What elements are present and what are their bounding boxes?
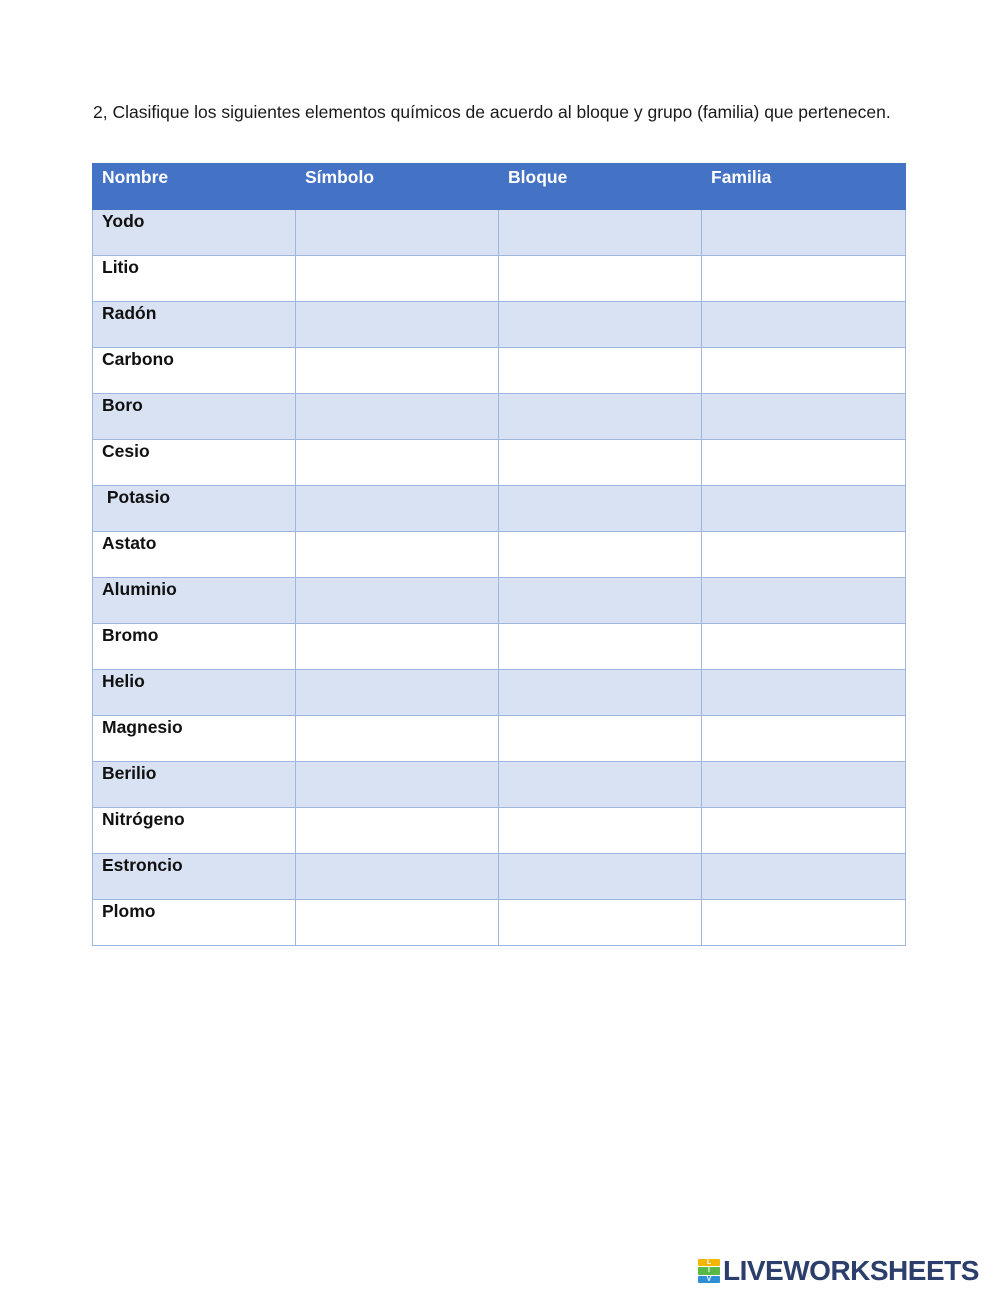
table-row	[93, 256, 906, 302]
header-familia: Familia	[702, 164, 906, 210]
element-name: Estroncio	[102, 855, 183, 875]
table-row	[93, 670, 906, 716]
instructions-text: 2, Clasifique los siguientes elementos químicos de acuerdo al bloque y grupo (familia) que pertenecen.	[93, 102, 891, 122]
table-row	[93, 486, 906, 532]
element-name-cell	[93, 624, 296, 670]
simbolo-answer-cell[interactable]	[296, 532, 499, 578]
brand-logo-icon	[698, 1259, 720, 1283]
bloque-answer-cell[interactable]	[499, 440, 702, 486]
table-header-row	[93, 164, 906, 210]
element-name-cell	[93, 670, 296, 716]
element-name: Plomo	[102, 901, 156, 921]
table-row	[93, 624, 906, 670]
familia-answer-cell[interactable]	[702, 624, 906, 670]
simbolo-answer-cell[interactable]	[296, 670, 499, 716]
simbolo-answer-cell[interactable]	[296, 854, 499, 900]
table-row	[93, 394, 906, 440]
table-row	[93, 210, 906, 256]
familia-answer-cell[interactable]	[702, 716, 906, 762]
simbolo-answer-cell[interactable]	[296, 256, 499, 302]
bloque-answer-cell[interactable]	[499, 716, 702, 762]
element-name-cell	[93, 532, 296, 578]
element-name: Magnesio	[102, 717, 183, 737]
familia-answer-cell[interactable]	[702, 210, 906, 256]
header-nombre: Nombre	[93, 164, 296, 210]
table-row	[93, 808, 906, 854]
familia-answer-cell[interactable]	[702, 532, 906, 578]
element-name: Cesio	[102, 441, 150, 461]
table-row	[93, 762, 906, 808]
header-simbolo: Símbolo	[296, 164, 499, 210]
element-name: Nitrógeno	[102, 809, 185, 829]
bloque-answer-cell[interactable]	[499, 854, 702, 900]
familia-answer-cell[interactable]	[702, 394, 906, 440]
element-name-cell	[93, 762, 296, 808]
table-row	[93, 440, 906, 486]
table-row	[93, 348, 906, 394]
brand-text: LIVEWORKSHEETS	[723, 1255, 979, 1286]
table-row	[93, 900, 906, 946]
element-name: Berilio	[102, 763, 157, 783]
element-name: Helio	[102, 671, 145, 691]
simbolo-answer-cell[interactable]	[296, 440, 499, 486]
logo-letter-i: I	[698, 1267, 720, 1274]
element-name: Yodo	[102, 211, 145, 231]
bloque-answer-cell[interactable]	[499, 578, 702, 624]
element-name-cell	[93, 302, 296, 348]
bloque-answer-cell[interactable]	[499, 210, 702, 256]
element-name-cell	[93, 578, 296, 624]
table-row	[93, 578, 906, 624]
element-name: Aluminio	[102, 579, 177, 599]
table-row	[93, 854, 906, 900]
element-name: Litio	[102, 257, 139, 277]
element-name: Boro	[102, 395, 143, 415]
bloque-answer-cell[interactable]	[499, 762, 702, 808]
bloque-answer-cell[interactable]	[499, 256, 702, 302]
simbolo-answer-cell[interactable]	[296, 762, 499, 808]
element-name-cell	[93, 486, 296, 532]
familia-answer-cell[interactable]	[702, 854, 906, 900]
familia-answer-cell[interactable]	[702, 808, 906, 854]
element-name: Bromo	[102, 625, 159, 645]
bloque-answer-cell[interactable]	[499, 670, 702, 716]
familia-answer-cell[interactable]	[702, 302, 906, 348]
bloque-answer-cell[interactable]	[499, 900, 702, 946]
familia-answer-cell[interactable]	[702, 578, 906, 624]
familia-answer-cell[interactable]	[702, 256, 906, 302]
element-name-cell	[93, 900, 296, 946]
bloque-answer-cell[interactable]	[499, 302, 702, 348]
familia-answer-cell[interactable]	[702, 670, 906, 716]
simbolo-answer-cell[interactable]	[296, 808, 499, 854]
element-name: Carbono	[102, 349, 174, 369]
bloque-answer-cell[interactable]	[499, 808, 702, 854]
simbolo-answer-cell[interactable]	[296, 348, 499, 394]
bloque-answer-cell[interactable]	[499, 486, 702, 532]
simbolo-answer-cell[interactable]	[296, 486, 499, 532]
familia-answer-cell[interactable]	[702, 348, 906, 394]
simbolo-answer-cell[interactable]	[296, 578, 499, 624]
simbolo-answer-cell[interactable]	[296, 624, 499, 670]
element-name-cell	[93, 210, 296, 256]
element-name-cell	[93, 394, 296, 440]
simbolo-answer-cell[interactable]	[296, 394, 499, 440]
element-name-cell	[93, 808, 296, 854]
element-name-cell	[93, 256, 296, 302]
element-name-cell	[93, 854, 296, 900]
table-row	[93, 532, 906, 578]
bloque-answer-cell[interactable]	[499, 624, 702, 670]
logo-letter-l: L	[698, 1259, 720, 1266]
element-name-cell	[93, 440, 296, 486]
familia-answer-cell[interactable]	[702, 486, 906, 532]
table-row	[93, 716, 906, 762]
familia-answer-cell[interactable]	[702, 440, 906, 486]
element-name: Potasio	[102, 487, 171, 507]
element-name-cell	[93, 348, 296, 394]
simbolo-answer-cell[interactable]	[296, 210, 499, 256]
elements-table	[92, 163, 905, 946]
element-name: Astato	[102, 533, 157, 553]
bloque-answer-cell[interactable]	[499, 348, 702, 394]
familia-answer-cell[interactable]	[702, 900, 906, 946]
bloque-answer-cell[interactable]	[499, 394, 702, 440]
simbolo-answer-cell[interactable]	[296, 716, 499, 762]
element-name-cell	[93, 716, 296, 762]
familia-answer-cell[interactable]	[702, 762, 906, 808]
table-body	[93, 210, 906, 946]
simbolo-answer-cell[interactable]	[296, 900, 499, 946]
table-row	[93, 302, 906, 348]
bloque-answer-cell[interactable]	[499, 532, 702, 578]
simbolo-answer-cell[interactable]	[296, 302, 499, 348]
element-name: Radón	[102, 303, 157, 323]
liveworksheets-logo	[698, 1256, 979, 1286]
logo-letter-v: V	[698, 1276, 720, 1283]
header-bloque: Bloque	[499, 164, 702, 210]
